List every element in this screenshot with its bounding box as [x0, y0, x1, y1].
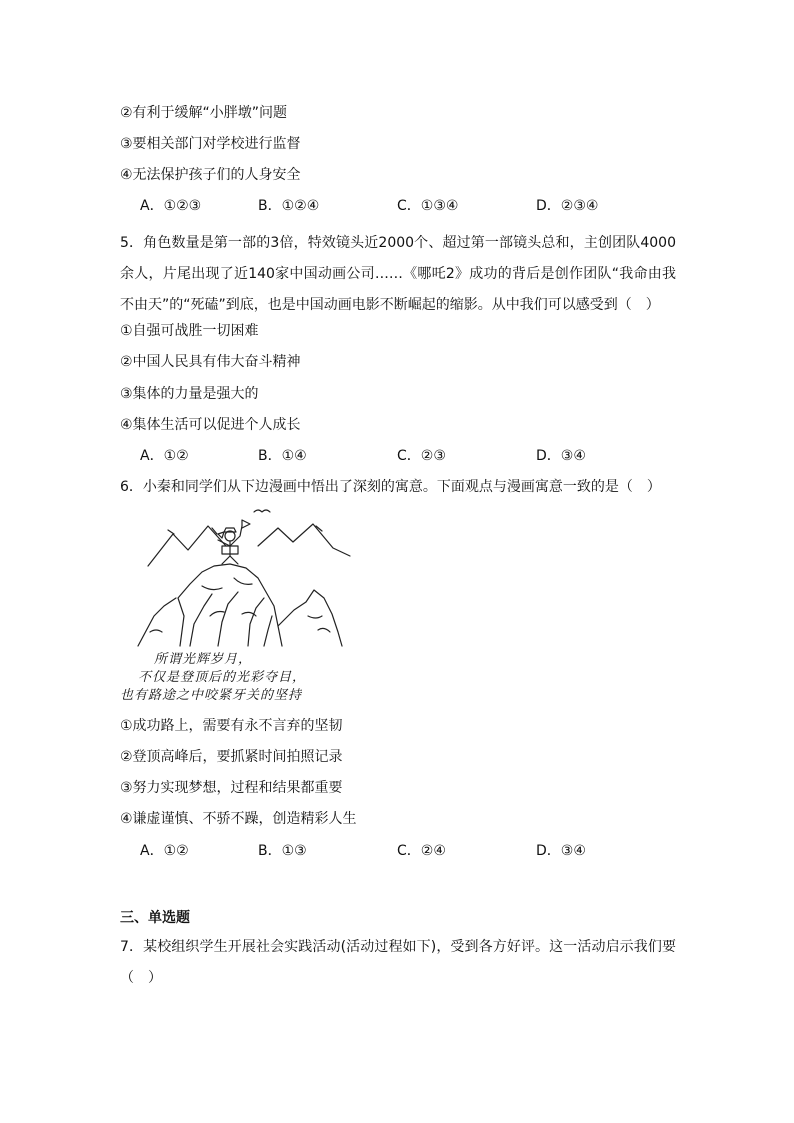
q6-item-4: ④谦虚谨慎、不骄不躁，创造精彩人生: [120, 811, 357, 827]
q6-item-2: ②登顶高峰后，要抓紧时间拍照记录: [120, 749, 343, 765]
q6-option-d: D．③④: [536, 843, 586, 859]
q5-item-3: ③集体的力量是强大的: [120, 386, 259, 402]
q6-item-3: ③努力实现梦想，过程和结果都重要: [120, 780, 343, 796]
q5-option-a: A．①②: [140, 448, 189, 464]
q6-stem: 6．小秦和同学们从下边漫画中悟出了深刻的寓意。下面观点与漫画寓意一致的是（ ）: [120, 479, 661, 495]
q6-option-a: A．①②: [140, 843, 189, 859]
q5-item-4: ④集体生活可以促进个人成长: [120, 417, 301, 433]
q4-option-d: D．②③④: [536, 198, 599, 214]
q6-option-b: B．①③: [258, 843, 307, 859]
q5-option-d: D．③④: [536, 448, 586, 464]
q5-stem: 5．角色数量是第一部的3倍，特效镜头近2000个、超过第一部镜头总和，主创团队4000余人，片尾出现了近140家中国动画公司……《哪吒2》成功的背后是创作团队“我命由我不由天”的“死磕”到底，也是中国动画电影不断崛起的缩影。从中我们可以感受到（ ）: [120, 235, 676, 313]
q5-option-b: B．①④: [258, 448, 307, 464]
q4-option-b: B．①②④: [258, 198, 320, 214]
q4-item-3: ③要相关部门对学校进行监督: [120, 136, 301, 152]
q4-option-c: C．①③④: [397, 198, 459, 214]
q6-item-1: ①成功路上，需要有永不言弃的坚韧: [120, 718, 343, 734]
q5-item-1: ①自强可战胜一切困难: [120, 323, 259, 339]
q7-stem: 7．某校组织学生开展社会实践活动(活动过程如下)，受到各方好评。这一活动启示我们要（ ）: [120, 939, 676, 986]
cartoon-caption-line-1: 所谓光辉岁月，: [154, 652, 253, 667]
q4-option-a: A．①②③: [140, 198, 202, 214]
q4-item-2: ②有利于缓解“小胖墩”问题: [120, 105, 288, 121]
q5-item-2: ②中国人民具有伟大奋斗精神: [120, 354, 301, 370]
cartoon-caption-line-2: 不仅是登顶后的光彩夺目，: [138, 670, 307, 685]
section-title: 三、单选题: [120, 910, 190, 926]
mountain-climber-illustration: [118, 506, 360, 656]
q6-option-c: C．②④: [397, 843, 446, 859]
q5-option-c: C．②③: [397, 448, 446, 464]
cartoon-caption-line-3: 也有路途之中咬紧牙关的坚持: [120, 688, 303, 703]
q6-cartoon: [118, 506, 360, 702]
q4-item-4: ④无法保护孩子们的人身安全: [120, 167, 301, 183]
